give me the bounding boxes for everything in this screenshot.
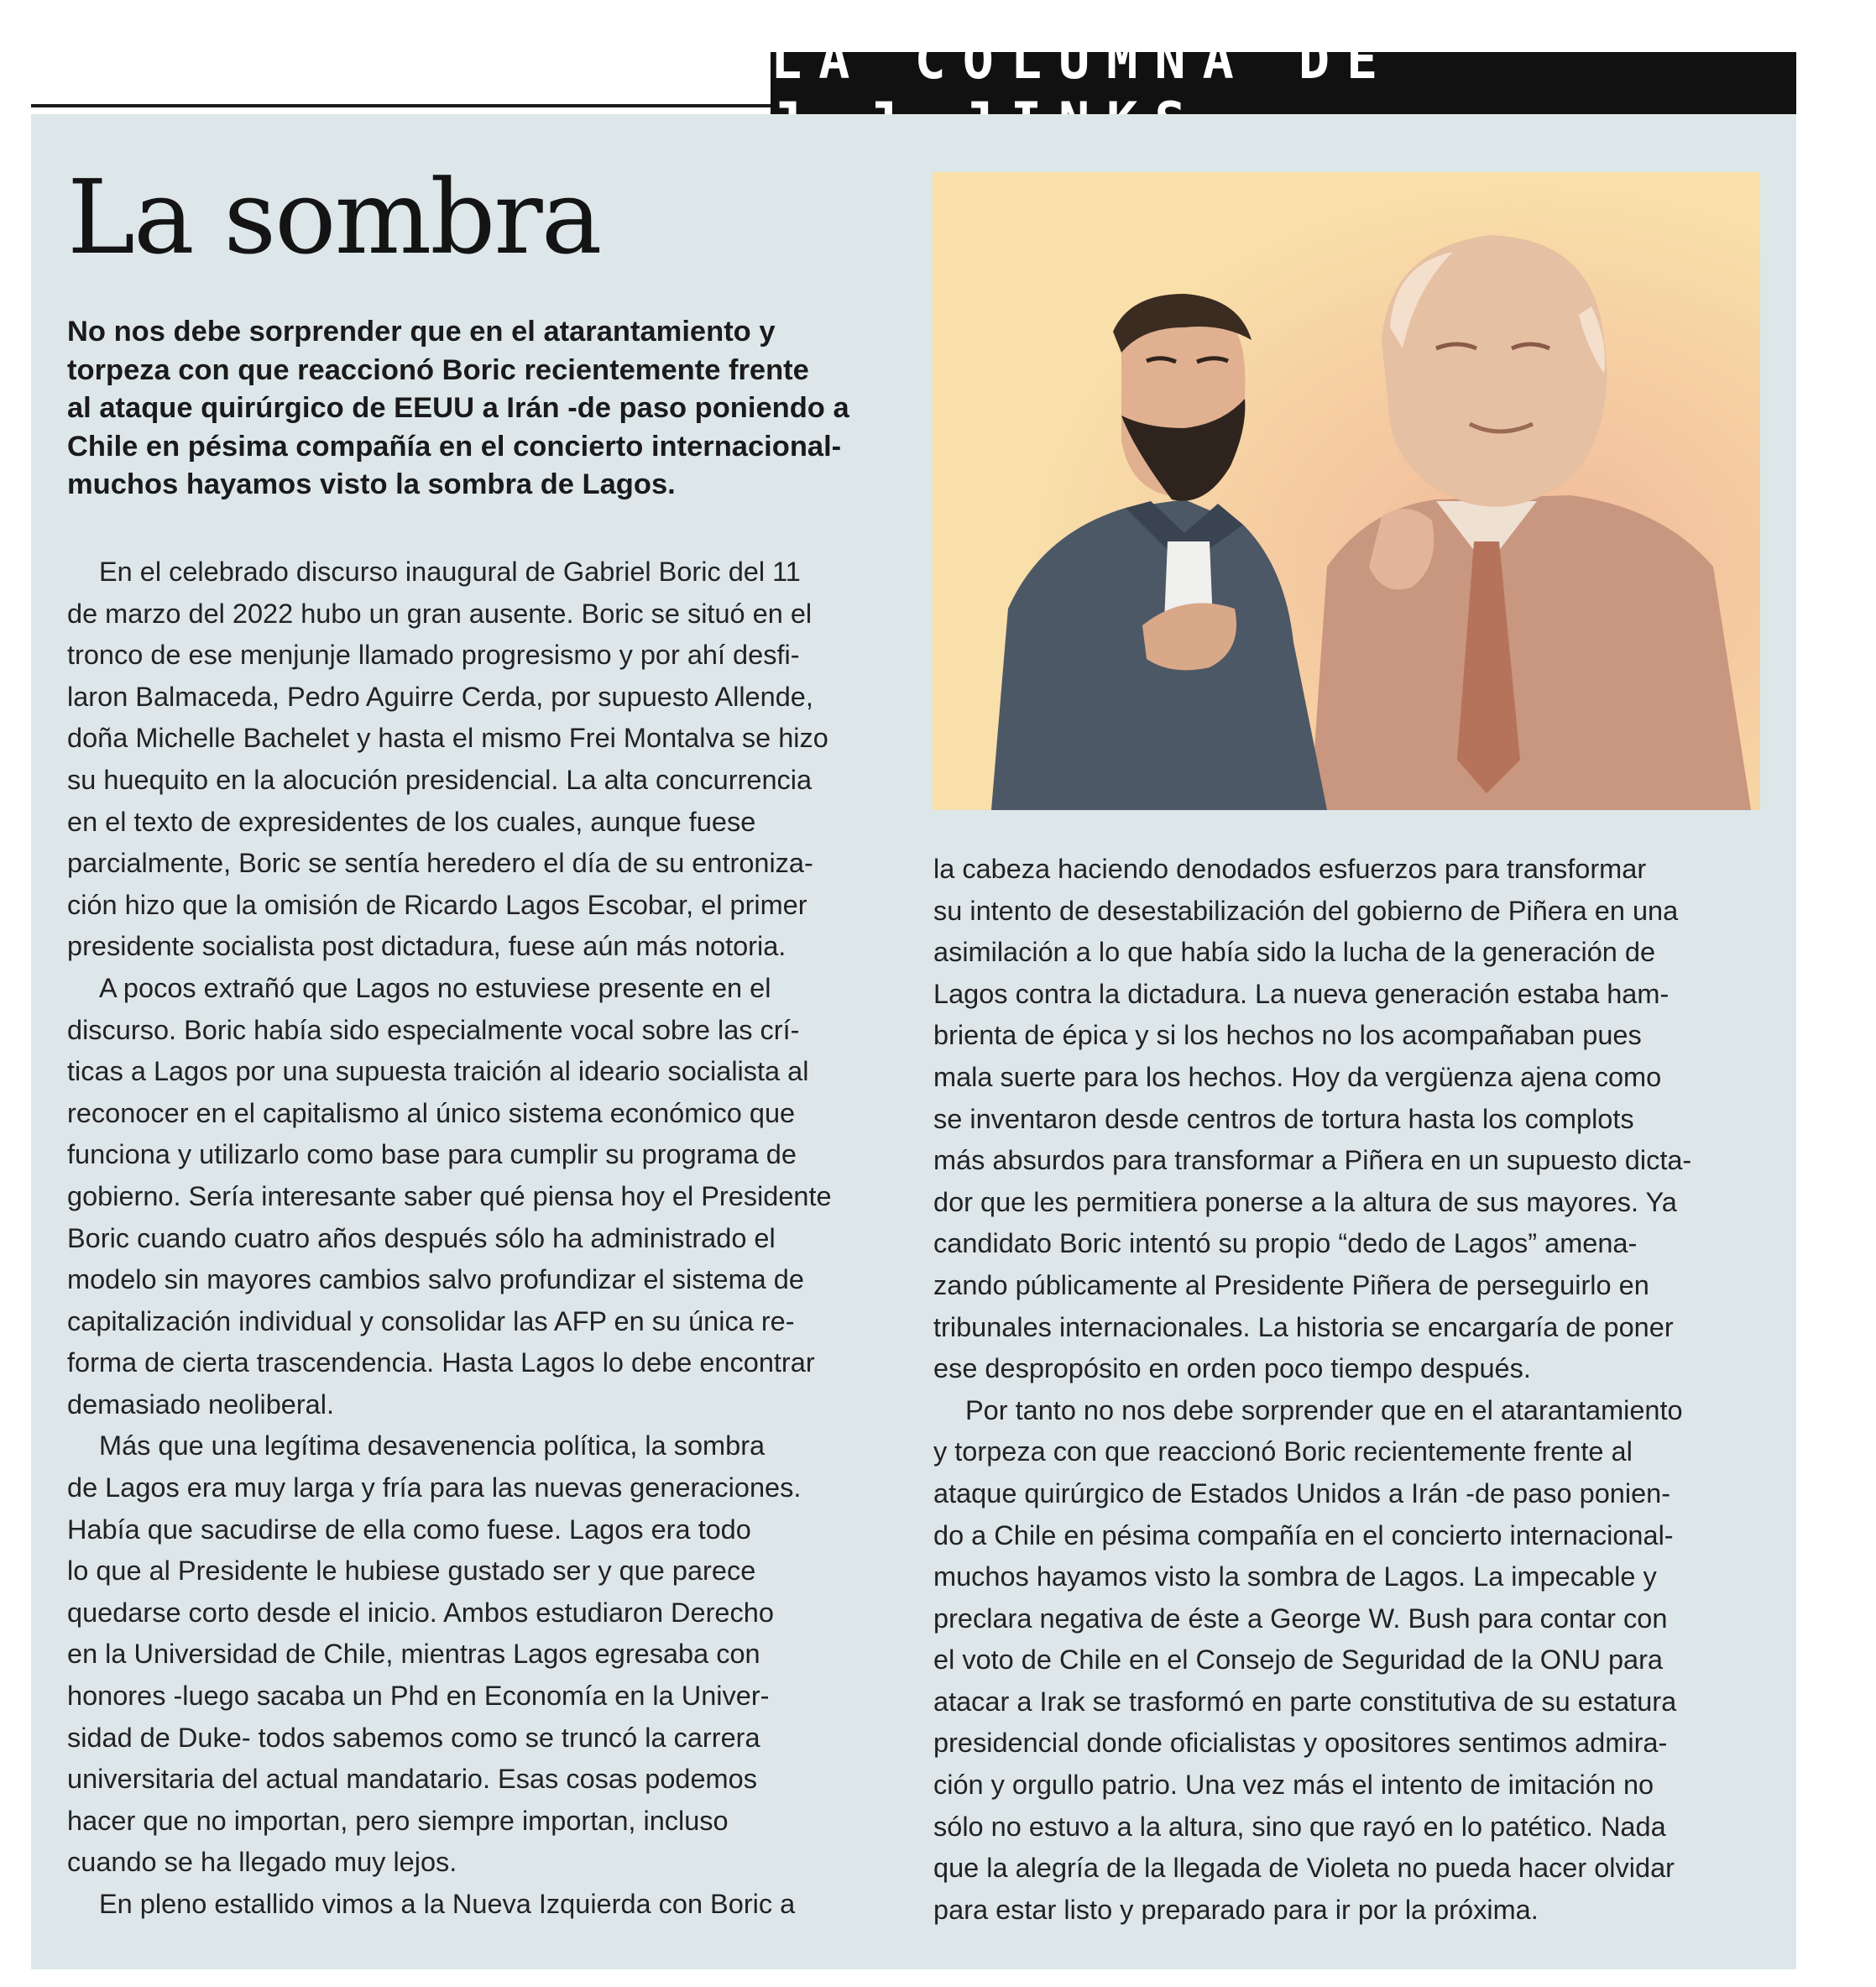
body-line: y torpeza con que reaccionó Boric recientemente frente al	[933, 1436, 1633, 1467]
lead-line: muchos hayamos visto la sombra de Lagos.	[67, 468, 676, 500]
body-line: ataque quirúrgico de Estados Unidos a Irán -de paso ponien-	[933, 1477, 1671, 1509]
body-line: A pocos extrañó que Lagos no estuviese presente en el	[99, 972, 771, 1003]
body-line: que la alegría de la llegada de Violeta no pueda hacer olvidar	[933, 1853, 1675, 1884]
body-line: Más que una legítima desavenencia política, la sombra	[99, 1430, 766, 1461]
body-line: tribunales internacionales. La historia se encargaría de poner	[933, 1311, 1674, 1342]
body-line: ese despropósito en orden poco tiempo después.	[933, 1353, 1531, 1384]
body-line: preclara negativa de éste a George W. Bush para contar con	[933, 1603, 1668, 1634]
body-line: funciona y utilizarlo como base para cumplir su programa de	[67, 1139, 797, 1170]
left-column	[67, 552, 907, 1926]
body-line: en el texto de expresidentes de los cuales, aunque fuese	[67, 806, 756, 837]
body-line: su huequito en la alocución presidencial. La alta concurrencia	[67, 764, 813, 795]
body-line: ción y orgullo patrio. Una vez más el intento de imitación no	[933, 1770, 1654, 1801]
body-line: capitalización individual y consolidar las AFP en su única re-	[67, 1305, 795, 1336]
article-title: La sombra	[67, 158, 601, 277]
lead-line: No nos debe sorprender que en el atarantamiento y	[67, 316, 776, 348]
body-line: demasiado neoliberal.	[67, 1388, 334, 1420]
body-line: se inventaron desde centros de tortura hasta los complots	[933, 1103, 1634, 1134]
body-line: brienta de épica y si los hechos no los acompañaban pues	[933, 1020, 1642, 1051]
lead-line: al ataque quirúrgico de EEUU a Irán -de paso poniendo a	[67, 392, 849, 424]
body-line: mala suerte para los hechos. Hoy da vergüenza ajena como	[933, 1061, 1662, 1092]
body-line: quedarse corto desde el inicio. Ambos estudiaron Derecho	[67, 1597, 774, 1628]
column-name: LA COLUMNA DE	[771, 29, 1395, 91]
body-line: ción hizo que la omisión de Ricardo Lagos Escobar, el primer	[67, 889, 807, 920]
lead-line: Chile en pésima compañía en el concierto internacional-	[67, 430, 842, 463]
body-line: laron Balmaceda, Pedro Aguirre Cerda, por supuesto Allende,	[67, 681, 813, 712]
article-lead	[67, 313, 907, 505]
article-illustration	[933, 172, 1760, 810]
body-line: ticas a Lagos por una supuesta traición al ideario socialista al	[67, 1056, 809, 1087]
body-line: universitaria del actual mandatario. Esas cosas podemos	[67, 1764, 757, 1795]
body-line: gobierno. Sería interesante saber qué piensa hoy el Presidente	[67, 1180, 832, 1211]
body-line: para estar listo y preparado para ir por la próxima.	[933, 1894, 1539, 1925]
body-line: en la Universidad de Chile, mientras Lagos egresaba con	[67, 1639, 760, 1670]
body-line: muchos hayamos visto la sombra de Lagos. La impecable y	[933, 1561, 1657, 1592]
header-rule	[31, 104, 778, 107]
body-line: Había que sacudirse de ella como fuese. Lagos era todo	[67, 1514, 751, 1545]
body-line: sólo no estuvo a la altura, sino que rayó en lo patético. Nada	[933, 1811, 1666, 1842]
body-line: de Lagos era muy larga y fría para las nuevas generaciones.	[67, 1472, 802, 1503]
body-line: zando públicamente al Presidente Piñera de perseguirlo en	[933, 1269, 1649, 1300]
body-line: En el celebrado discurso inaugural de Gabriel Boric del 11	[99, 557, 801, 587]
body-line: presidencial donde oficialistas y opositores sentimos admira-	[933, 1728, 1668, 1759]
body-line: más absurdos para transformar a Piñera en un supuesto dicta-	[933, 1145, 1692, 1176]
body-line: dor que les permitiera ponerse a la altura de sus mayores. Ya	[933, 1186, 1677, 1217]
body-line: do a Chile en pésima compañía en el concierto internacional-	[933, 1519, 1674, 1550]
body-line: su intento de desestabilización del gobierno de Piñera en una	[933, 895, 1679, 926]
body-line: forma de cierta trascendencia. Hasta Lagos lo debe encontrar	[67, 1347, 815, 1378]
body-line: honores -luego sacaba un Phd en Economía en la Univer-	[67, 1681, 770, 1712]
body-line: atacar a Irak se trasformó en parte constitutiva de su estatura	[933, 1686, 1677, 1717]
lead-line: torpeza con que reaccionó Boric recientemente frente	[67, 353, 809, 386]
body-line: lo que al Presidente le hubiese gustado ser y que parece	[67, 1556, 756, 1587]
body-line: reconocer en el capitalismo al único sistema económico que	[67, 1097, 796, 1128]
body-line: candidato Boric intentó su propio “dedo de Lagos” amena-	[933, 1228, 1638, 1259]
body-line: discurso. Boric había sido especialmente vocal sobre las crí-	[67, 1014, 800, 1045]
body-line: de marzo del 2022 hubo un gran ausente. Boric se situó en el	[67, 598, 813, 629]
body-line: cuando se ha llegado muy lejos.	[67, 1847, 457, 1878]
body-line: En pleno estallido vimos a la Nueva Izquierda con Boric a	[99, 1889, 796, 1919]
body-line: hacer que no importan, pero siempre importan, incluso	[67, 1805, 729, 1836]
body-line: presidente socialista post dictadura, fuese aún más notoria.	[67, 931, 786, 962]
body-line: modelo sin mayores cambios salvo profundizar el sistema de	[67, 1264, 804, 1295]
body-line: sidad de Duke- todos sabemos como se truncó la carrera	[67, 1722, 760, 1753]
body-line: asimilación a lo que había sido la lucha de la generación de	[933, 937, 1656, 968]
body-line: parcialmente, Boric se sentía heredero el día de su entroniza-	[67, 848, 813, 879]
body-line: Boric cuando cuatro años después sólo ha administrado el	[67, 1222, 776, 1253]
body-line: doña Michelle Bachelet y hasta el mismo Frei Montalva se hizo	[67, 723, 828, 754]
body-line: la cabeza haciendo denodados esfuerzos para transformar	[933, 854, 1647, 884]
right-column	[933, 849, 1773, 1931]
body-line: el voto de Chile en el Consejo de Seguridad de la ONU para	[933, 1645, 1664, 1676]
body-line: tronco de ese menjunje llamado progresismo y por ahí desfi-	[67, 640, 800, 671]
body-line: Lagos contra la dictadura. La nueva generación estaba ham-	[933, 978, 1670, 1009]
body-line: Por tanto no nos debe sorprender que en el atarantamiento	[965, 1394, 1683, 1425]
